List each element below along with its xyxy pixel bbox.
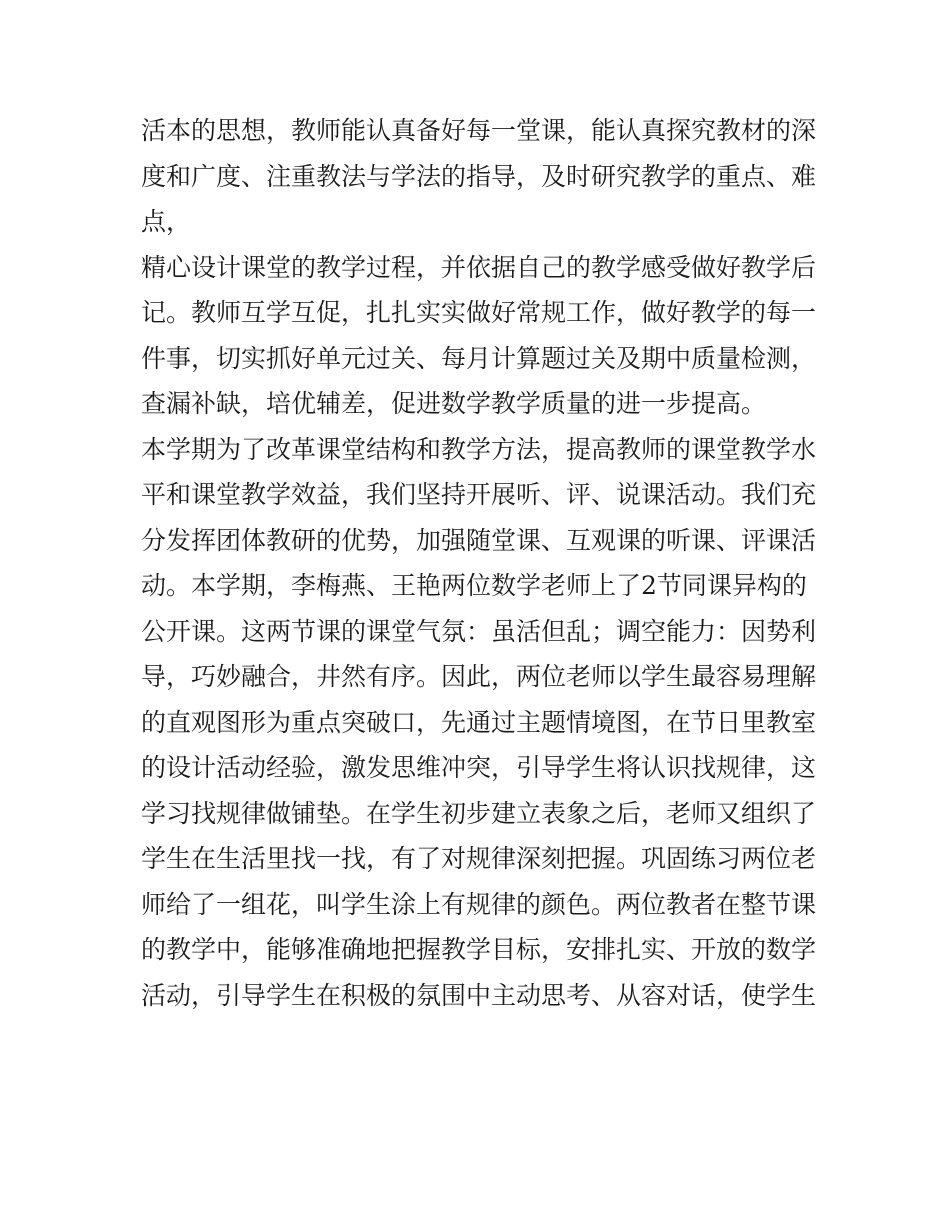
text-line: 查漏补缺，培优辅差，促进数学教学质量的进一步提高。 bbox=[141, 389, 767, 418]
text-line: 分发挥团体教研的优势，加强随堂课、互观课的听课、评课活 bbox=[141, 525, 817, 555]
body-text bbox=[141, 108, 821, 1018]
text-line: 活本的思想，教师能认真备好每一堂课，能认真探究教材的深 bbox=[141, 116, 817, 145]
text-line: 活动，引导学生在积极的氛围中主动思考、从容对话，使学生 bbox=[141, 980, 817, 1010]
text-line: 的设计活动经验，激发思维冲突，引导学生将认识找规律，这 bbox=[141, 753, 817, 782]
text-line: 的教学中，能够准确地把握教学目标，安排扎实、开放的数学 bbox=[141, 935, 817, 964]
text-line: 度和广度、注重教法与学法的指导，及时研究教学的重点、难 bbox=[141, 161, 817, 191]
text-line: 本学期为了改革课堂结构和教学方法，提高教师的课堂教学水 bbox=[141, 434, 817, 464]
text-line: 公开课。这两节课的课堂气氛：虽活但乱；调空能力：因势利 bbox=[141, 616, 817, 646]
text-line: 导，巧妙融合，井然有序。因此，两位老师以学生最容易理解 bbox=[141, 662, 817, 691]
text-line: 的直观图形为重点突破口，先通过主题情境图，在节日里教室 bbox=[141, 707, 817, 737]
text-line: 学生在生活里找一找，有了对规律深刻把握。巩固练习两位老 bbox=[141, 844, 817, 873]
text-line: 精心设计课堂的教学过程，并依据自己的教学感受做好教学后 bbox=[141, 252, 817, 282]
text-line: 记。教师互学互促，扎扎实实做好常规工作，做好教学的每一 bbox=[141, 298, 817, 327]
text-line: 件事，切实抓好单元过关、每月计算题过关及期中质量检测， bbox=[141, 343, 817, 373]
text-line: 学习找规律做铺垫。在学生初步建立表象之后，老师又组织了 bbox=[141, 798, 817, 828]
text-line: 师给了一组花，叫学生涂上有规律的颜色。两位教者在整节课 bbox=[141, 889, 817, 919]
text-line: 平和课堂教学效益，我们坚持开展听、评、说课活动。我们充 bbox=[141, 480, 817, 509]
text-line: 点， bbox=[141, 207, 192, 236]
text-line: 动。本学期，李梅燕、王艳两位数学老师上了2节同课异构的 bbox=[141, 571, 807, 600]
